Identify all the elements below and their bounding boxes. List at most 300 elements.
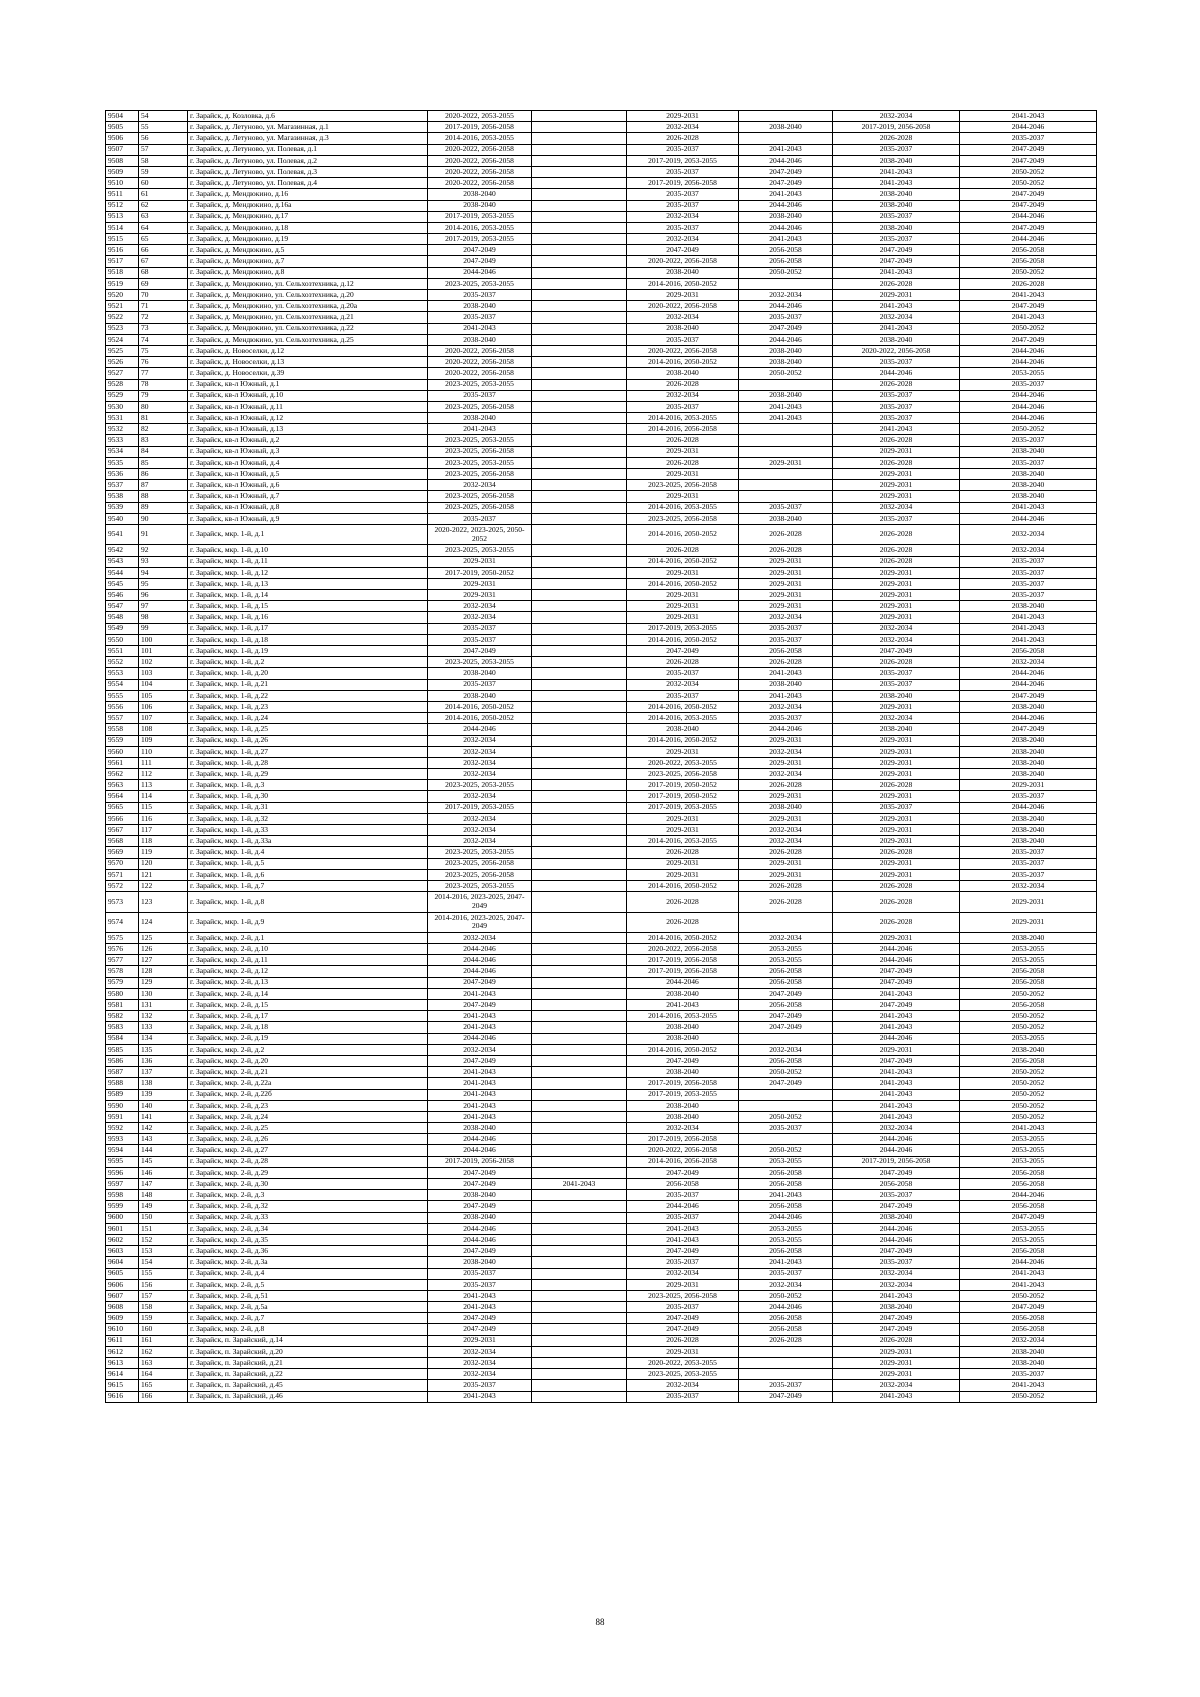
item-number-cell: 57 [139,144,188,155]
period-cell-6: 2056-2058 [960,245,1097,256]
period-cell-1: 2029-2031 [428,1335,532,1346]
period-cell-5: 2017-2019, 2056-2058 [833,122,960,133]
item-number-cell: 140 [139,1100,188,1111]
period-cell-3: 2035-2037 [627,1190,739,1201]
period-cell-1: 2041-2043 [428,988,532,999]
row-number-cell: 9567 [106,825,139,836]
row-number-cell: 9598 [106,1190,139,1201]
period-cell-3: 2017-2019, 2056-2058 [627,1078,739,1089]
period-cell-1: 2032-2034 [428,1044,532,1055]
table-row [106,713,1097,724]
address-cell: г. Зарайск, мкр. 2-й, д.29 [188,1167,428,1178]
table-row [106,178,1097,189]
period-cell-5: 2032-2034 [833,502,960,513]
period-cell-6: 2050-2052 [960,1089,1097,1100]
period-cell-2 [532,802,627,813]
address-cell: г. Зарайск, д. Козловка, д.6 [188,111,428,122]
table-row [106,578,1097,589]
item-number-cell: 155 [139,1268,188,1279]
period-cell-4: 2041-2043 [739,690,833,701]
period-cell-6: 2041-2043 [960,1268,1097,1279]
item-number-cell: 129 [139,977,188,988]
period-cell-1: 2023-2025, 2053-2055 [428,545,532,556]
period-cell-5: 2026-2028 [833,524,960,544]
table-row [106,491,1097,502]
period-cell-2 [532,1100,627,1111]
period-cell-2 [532,1055,627,1066]
period-cell-1: 2035-2037 [428,312,532,323]
period-cell-1: 2032-2034 [428,1358,532,1369]
address-cell: г. Зарайск, кв-л Южный, д.11 [188,401,428,412]
table-row [106,1145,1097,1156]
period-cell-3: 2029-2031 [627,491,739,502]
period-cell-2 [532,944,627,955]
period-cell-4: 2038-2040 [739,679,833,690]
period-cell-2 [532,1078,627,1089]
period-cell-6: 2047-2049 [960,690,1097,701]
table-row [106,612,1097,623]
address-cell: г. Зарайск, мкр. 1-й, д.20 [188,668,428,679]
period-cell-5: 2029-2031 [833,869,960,880]
period-cell-3: 2056-2058 [627,1179,739,1190]
period-cell-2 [532,1201,627,1212]
period-cell-3: 2029-2031 [627,813,739,824]
period-cell-1: 2041-2043 [428,1391,532,1402]
item-number-cell: 116 [139,813,188,824]
period-cell-4: 2041-2043 [739,1190,833,1201]
period-cell-3: 2029-2031 [627,869,739,880]
row-number-cell: 9555 [106,690,139,701]
table-row [106,567,1097,578]
period-cell-2 [532,502,627,513]
period-cell-5: 2044-2046 [833,1145,960,1156]
row-number-cell: 9601 [106,1223,139,1234]
period-cell-2 [532,1156,627,1167]
period-cell-6: 2038-2040 [960,446,1097,457]
period-cell-1: 2023-2025, 2053-2055 [428,457,532,468]
period-cell-6: 2044-2046 [960,401,1097,412]
period-cell-2 [532,1111,627,1122]
period-cell-1: 2032-2034 [428,612,532,623]
address-cell: г. Зарайск, мкр. 2-й, д.14 [188,988,428,999]
period-cell-3: 2032-2034 [627,312,739,323]
period-cell-3: 2029-2031 [627,290,739,301]
item-number-cell: 120 [139,858,188,869]
address-cell: г. Зарайск, мкр. 2-й, д.2 [188,1044,428,1055]
period-cell-1: 2020-2022, 2056-2058 [428,144,532,155]
item-number-cell: 125 [139,932,188,943]
period-cell-5: 2041-2043 [833,1089,960,1100]
table-row [106,1302,1097,1313]
period-cell-6: 2041-2043 [960,290,1097,301]
period-cell-4: 2029-2031 [739,735,833,746]
period-cell-4: 2056-2058 [739,1201,833,1212]
period-cell-3: 2035-2037 [627,1257,739,1268]
address-cell: г. Зарайск, мкр. 1-й, д.4 [188,847,428,858]
period-cell-2 [532,290,627,301]
period-cell-6: 2050-2052 [960,1111,1097,1122]
table-row [106,1290,1097,1301]
period-cell-6: 2044-2046 [960,1257,1097,1268]
table-row [106,1346,1097,1357]
period-cell-2 [532,312,627,323]
item-number-cell: 84 [139,446,188,457]
address-cell: г. Зарайск, мкр. 1-й, д.8 [188,892,428,912]
period-cell-2 [532,334,627,345]
period-cell-4: 2041-2043 [739,668,833,679]
row-number-cell: 9607 [106,1290,139,1301]
table-row [106,345,1097,356]
period-cell-1: 2017-2019, 2053-2055 [428,211,532,222]
table-row [106,211,1097,222]
period-cell-6: 2047-2049 [960,189,1097,200]
table-row [106,701,1097,712]
row-number-cell: 9573 [106,892,139,912]
address-cell: г. Зарайск, мкр. 1-й, д.10 [188,545,428,556]
period-cell-4: 2035-2037 [739,1380,833,1391]
period-cell-4: 2053-2055 [739,955,833,966]
period-cell-5: 2032-2034 [833,1380,960,1391]
period-cell-3: 2026-2028 [627,379,739,390]
period-cell-5: 2026-2028 [833,545,960,556]
item-number-cell: 138 [139,1078,188,1089]
item-number-cell: 127 [139,955,188,966]
row-number-cell: 9553 [106,668,139,679]
address-cell: г. Зарайск, д. Мендюкино, ул. Сельхозтехника, д.25 [188,334,428,345]
period-cell-6: 2053-2055 [960,1145,1097,1156]
period-cell-3: 2017-2019, 2056-2058 [627,966,739,977]
period-cell-4: 2035-2037 [739,713,833,724]
address-cell: г. Зарайск, мкр. 1-й, д.32 [188,813,428,824]
item-number-cell: 148 [139,1190,188,1201]
address-cell: г. Зарайск, мкр. 2-й, д.15 [188,1000,428,1011]
item-number-cell: 118 [139,836,188,847]
address-cell: г. Зарайск, д. Летуново, ул. Магазинная, д.1 [188,122,428,133]
period-cell-2 [532,1089,627,1100]
table-row [106,334,1097,345]
period-cell-4: 2056-2058 [739,1324,833,1335]
address-cell: г. Зарайск, мкр. 1-й, д.7 [188,880,428,891]
row-number-cell: 9616 [106,1391,139,1402]
address-cell: г. Зарайск, кв-л Южный, д.1 [188,379,428,390]
period-cell-6: 2044-2046 [960,802,1097,813]
period-cell-5: 2032-2034 [833,111,960,122]
period-cell-6: 2053-2055 [960,1033,1097,1044]
period-cell-4: 2056-2058 [739,977,833,988]
row-number-cell: 9584 [106,1033,139,1044]
period-cell-5: 2026-2028 [833,435,960,446]
period-cell-1: 2041-2043 [428,1011,532,1022]
address-cell: г. Зарайск, мкр. 2-й, д.3а [188,1257,428,1268]
table-row [106,1279,1097,1290]
address-cell: г. Зарайск, д. Летуново, ул. Полевая, д.1 [188,144,428,155]
address-cell: г. Зарайск, мкр. 2-й, д.10 [188,944,428,955]
row-number-cell: 9514 [106,222,139,233]
period-cell-2 [532,724,627,735]
item-number-cell: 153 [139,1246,188,1257]
address-cell: г. Зарайск, мкр. 2-й, д.21 [188,1067,428,1078]
table-row [106,657,1097,668]
period-cell-2 [532,122,627,133]
table-row [106,457,1097,468]
period-cell-2 [532,155,627,166]
row-number-cell: 9512 [106,200,139,211]
period-cell-6: 2038-2040 [960,746,1097,757]
period-cell-5: 2047-2049 [833,1246,960,1257]
table-row [106,780,1097,791]
table-row [106,524,1097,544]
table-row [106,245,1097,256]
item-number-cell: 108 [139,724,188,735]
item-number-cell: 156 [139,1279,188,1290]
item-number-cell: 66 [139,245,188,256]
period-cell-1: 2032-2034 [428,746,532,757]
address-cell: г. Зарайск, мкр. 1-й, д.12 [188,567,428,578]
row-number-cell: 9612 [106,1346,139,1357]
period-cell-3: 2014-2016, 2050-2052 [627,735,739,746]
period-cell-5: 2038-2040 [833,690,960,701]
item-number-cell: 163 [139,1358,188,1369]
row-number-cell: 9523 [106,323,139,334]
period-cell-3: 2038-2040 [627,988,739,999]
table-row [106,601,1097,612]
period-cell-6: 2044-2046 [960,413,1097,424]
address-cell: г. Зарайск, мкр. 1-й, д.29 [188,769,428,780]
item-number-cell: 111 [139,757,188,768]
address-cell: г. Зарайск, д. Мендюкино, д.16 [188,189,428,200]
period-cell-1: 2032-2034 [428,735,532,746]
period-cell-5: 2029-2031 [833,746,960,757]
table-row [106,955,1097,966]
period-cell-6: 2035-2037 [960,847,1097,858]
row-number-cell: 9505 [106,122,139,133]
period-cell-5: 2038-2040 [833,200,960,211]
period-cell-3: 2020-2022, 2056-2058 [627,944,739,955]
row-number-cell: 9524 [106,334,139,345]
period-cell-6: 2035-2037 [960,133,1097,144]
table-row [106,847,1097,858]
period-cell-2 [532,757,627,768]
table-row [106,1335,1097,1346]
period-cell-2 [532,301,627,312]
period-cell-3: 2017-2019, 2056-2058 [627,1134,739,1145]
row-number-cell: 9534 [106,446,139,457]
period-cell-5: 2029-2031 [833,469,960,480]
period-cell-6: 2056-2058 [960,1179,1097,1190]
period-cell-3: 2035-2037 [627,1212,739,1223]
period-cell-6: 2050-2052 [960,323,1097,334]
period-cell-5: 2044-2046 [833,1134,960,1145]
table-row [106,379,1097,390]
period-cell-5: 2041-2043 [833,1011,960,1022]
row-number-cell: 9536 [106,469,139,480]
period-cell-5: 2035-2037 [833,357,960,368]
period-cell-3: 2044-2046 [627,1201,739,1212]
period-cell-4 [739,1369,833,1380]
row-number-cell: 9557 [106,713,139,724]
row-number-cell: 9551 [106,646,139,657]
period-cell-6: 2041-2043 [960,1380,1097,1391]
period-cell-6: 2050-2052 [960,1100,1097,1111]
period-cell-2 [532,1246,627,1257]
table-row [106,155,1097,166]
period-cell-5: 2041-2043 [833,1391,960,1402]
period-cell-1: 2047-2049 [428,1246,532,1257]
period-cell-4: 2038-2040 [739,345,833,356]
table-row [106,1179,1097,1190]
address-cell: г. Зарайск, мкр. 1-й, д.33 [188,825,428,836]
period-cell-4: 2044-2046 [739,200,833,211]
table-row [106,222,1097,233]
address-cell: г. Зарайск, мкр. 1-й, д.28 [188,757,428,768]
item-number-cell: 95 [139,578,188,589]
period-cell-2 [532,222,627,233]
address-cell: г. Зарайск, мкр. 2-й, д.19 [188,1033,428,1044]
period-cell-2 [532,1380,627,1391]
period-cell-2 [532,1011,627,1022]
period-cell-2 [532,267,627,278]
period-cell-6: 2056-2058 [960,1167,1097,1178]
period-cell-5: 2029-2031 [833,1358,960,1369]
period-cell-5: 2041-2043 [833,323,960,334]
period-cell-2 [532,178,627,189]
table-row [106,623,1097,634]
period-cell-3: 2026-2028 [627,457,739,468]
item-number-cell: 78 [139,379,188,390]
item-number-cell: 58 [139,155,188,166]
row-number-cell: 9533 [106,435,139,446]
period-cell-5: 2026-2028 [833,847,960,858]
period-cell-5: 2032-2034 [833,312,960,323]
row-number-cell: 9596 [106,1167,139,1178]
period-cell-1: 2023-2025, 2056-2058 [428,401,532,412]
row-number-cell: 9610 [106,1324,139,1335]
row-number-cell: 9591 [106,1111,139,1122]
row-number-cell: 9539 [106,502,139,513]
table-row [106,1044,1097,1055]
period-cell-6: 2026-2028 [960,278,1097,289]
period-cell-5: 2029-2031 [833,446,960,457]
period-cell-6: 2053-2055 [960,944,1097,955]
row-number-cell: 9585 [106,1044,139,1055]
period-cell-6: 2038-2040 [960,757,1097,768]
address-cell: г. Зарайск, мкр. 1-й, д.11 [188,556,428,567]
item-number-cell: 141 [139,1111,188,1122]
table-row [106,1380,1097,1391]
table-row [106,1246,1097,1257]
item-number-cell: 126 [139,944,188,955]
period-cell-1: 2041-2043 [428,1302,532,1313]
period-cell-5: 2041-2043 [833,267,960,278]
period-cell-3: 2026-2028 [627,545,739,556]
period-cell-2 [532,323,627,334]
period-cell-6: 2047-2049 [960,155,1097,166]
period-cell-5: 2032-2034 [833,1279,960,1290]
address-cell: г. Зарайск, кв-л Южный, д.7 [188,491,428,502]
period-cell-5: 2041-2043 [833,988,960,999]
period-cell-3: 2014-2016, 2050-2052 [627,701,739,712]
item-number-cell: 61 [139,189,188,200]
period-cell-1: 2041-2043 [428,1089,532,1100]
period-cell-3: 2029-2031 [627,1279,739,1290]
row-number-cell: 9600 [106,1212,139,1223]
period-cell-4: 2032-2034 [739,836,833,847]
item-number-cell: 162 [139,1346,188,1357]
row-number-cell: 9532 [106,424,139,435]
period-cell-4: 2035-2037 [739,1123,833,1134]
period-cell-6: 2053-2055 [960,1223,1097,1234]
table-row [106,1089,1097,1100]
period-cell-3: 2041-2043 [627,1223,739,1234]
period-cell-1: 2032-2034 [428,757,532,768]
period-cell-2 [532,234,627,245]
period-cell-1: 2047-2049 [428,1055,532,1066]
item-number-cell: 119 [139,847,188,858]
address-cell: г. Зарайск, мкр. 2-й, д.35 [188,1234,428,1245]
period-cell-3: 2038-2040 [627,724,739,735]
address-cell: г. Зарайск, мкр. 1-й, д.15 [188,601,428,612]
period-cell-5: 2041-2043 [833,166,960,177]
address-cell: г. Зарайск, мкр. 2-й, д.32 [188,1201,428,1212]
period-cell-4: 2029-2031 [739,556,833,567]
period-cell-6: 2053-2055 [960,1134,1097,1145]
period-cell-1: 2044-2046 [428,1033,532,1044]
period-cell-6: 2038-2040 [960,825,1097,836]
table-row [106,446,1097,457]
item-number-cell: 124 [139,912,188,932]
table-row [106,746,1097,757]
item-number-cell: 128 [139,966,188,977]
row-number-cell: 9509 [106,166,139,177]
item-number-cell: 101 [139,646,188,657]
table-row [106,590,1097,601]
period-cell-5: 2038-2040 [833,155,960,166]
item-number-cell: 60 [139,178,188,189]
period-cell-3: 2023-2025, 2056-2058 [627,1290,739,1301]
period-cell-4: 2041-2043 [739,234,833,245]
period-cell-2 [532,245,627,256]
period-cell-2 [532,424,627,435]
period-cell-5: 2047-2049 [833,1055,960,1066]
period-cell-6: 2032-2034 [960,880,1097,891]
period-cell-3: 2041-2043 [627,1000,739,1011]
address-cell: г. Зарайск, кв-л Южный, д.8 [188,502,428,513]
item-number-cell: 166 [139,1391,188,1402]
period-cell-5: 2032-2034 [833,1268,960,1279]
row-number-cell: 9527 [106,368,139,379]
item-number-cell: 145 [139,1156,188,1167]
table-row [106,825,1097,836]
period-cell-1: 2041-2043 [428,424,532,435]
period-cell-3: 2032-2034 [627,390,739,401]
table-row [106,791,1097,802]
period-cell-3: 2035-2037 [627,690,739,701]
period-cell-1: 2014-2016, 2023-2025, 2047-2049 [428,912,532,932]
period-cell-3: 2023-2025, 2056-2058 [627,513,739,524]
row-number-cell: 9592 [106,1123,139,1134]
period-cell-3: 2014-2016, 2056-2058 [627,1156,739,1167]
period-cell-2 [532,390,627,401]
period-cell-2 [532,769,627,780]
period-cell-2 [532,567,627,578]
address-cell: г. Зарайск, мкр. 2-й, д.12 [188,966,428,977]
period-cell-3: 2029-2031 [627,858,739,869]
period-cell-6: 2047-2049 [960,1302,1097,1313]
table-row [106,189,1097,200]
period-cell-4: 2026-2028 [739,892,833,912]
period-cell-3: 2014-2016, 2053-2055 [627,502,739,513]
period-cell-5: 2044-2046 [833,1234,960,1245]
